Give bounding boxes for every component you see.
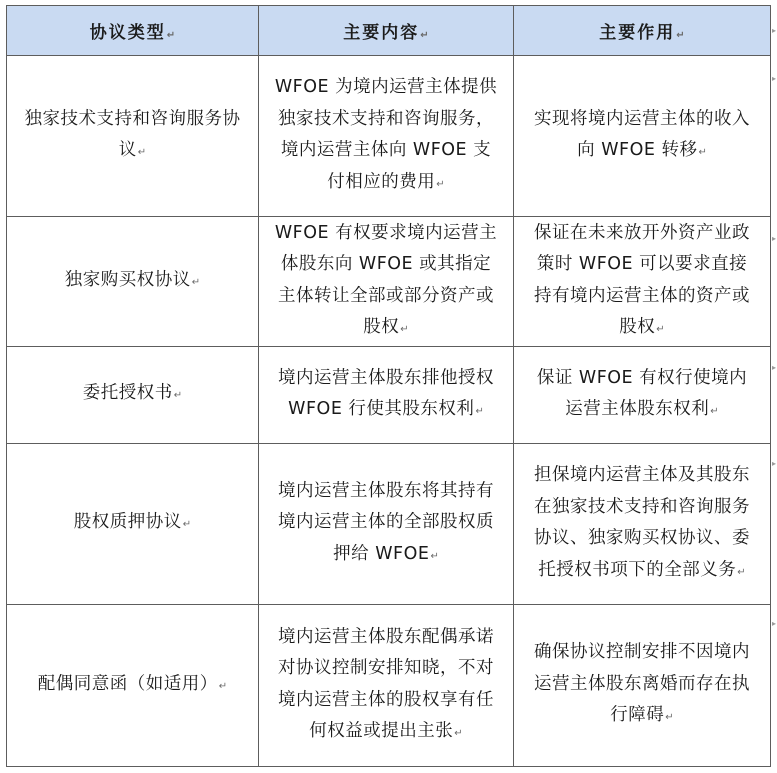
cell-text: 保证在未来放开外资产业政策时 WFOE 可以要求直接持有境内运营主体的资产或股权 — [534, 222, 750, 337]
cell-text: 独家技术支持和咨询服务协议 — [24, 108, 241, 160]
header-main-content — [259, 6, 514, 56]
header-main-purpose — [514, 6, 771, 56]
cell-main-purpose — [514, 444, 771, 605]
cell-text: 担保境内运营主体及其股东在独家技术支持和咨询服务协议、独家购买权协议、委托授权书项下的全部义务 — [534, 465, 750, 580]
cell-text: 实现将境内运营主体的收入向 WFOE 转移 — [534, 108, 750, 160]
row-end-marker: ▸ — [772, 26, 777, 35]
paragraph-mark: ↵ — [420, 30, 429, 41]
paragraph-mark: ↵ — [137, 147, 147, 158]
cell-agreement-type — [7, 347, 259, 444]
cell-main-purpose — [514, 605, 771, 767]
cell-main-content — [259, 217, 514, 347]
cell-text: 保证 WFOE 有权行使境内运营主体股东权利 — [536, 367, 748, 419]
cell-text: 确保协议控制安排不因境内运营主体股东离婚而存在执行障碍 — [534, 642, 750, 726]
table-row — [7, 444, 771, 605]
header-agreement-type — [7, 6, 259, 56]
agreement-table — [6, 5, 771, 767]
row-end-marker: ▸ — [772, 363, 777, 372]
paragraph-mark: ↵ — [665, 712, 674, 724]
cell-text: 独家购买权协议 — [64, 269, 191, 290]
cell-text: 股权质押协议 — [73, 512, 182, 533]
paragraph-mark: ↵ — [182, 519, 192, 531]
cell-text: 境内运营主体股东将其持有境内运营主体的全部股权质押给 WFOE — [278, 480, 494, 564]
table-row — [7, 56, 771, 217]
cell-agreement-type — [7, 56, 259, 217]
paragraph-mark: ↵ — [710, 406, 719, 417]
cell-text: 委托授权书 — [82, 383, 173, 404]
cell-text: 境内运营主体股东配偶承诺对协议控制安排知晓，不对境内运营主体的股权享有任何权益或提出主张 — [278, 626, 494, 741]
cell-main-purpose — [514, 56, 771, 217]
row-end-marker: ▸ — [772, 459, 777, 468]
cell-main-content — [259, 444, 514, 605]
cell-main-content — [259, 605, 514, 767]
paragraph-mark: ↵ — [400, 324, 409, 335]
table-row — [7, 347, 771, 444]
paragraph-mark: ↵ — [218, 680, 228, 692]
cell-text: 配偶同意函（如适用） — [37, 673, 218, 694]
paragraph-mark: ↵ — [698, 147, 707, 158]
paragraph-mark: ↵ — [430, 550, 439, 562]
paragraph-mark: ↵ — [454, 728, 463, 739]
header-label: 主要作用 — [599, 23, 676, 43]
paragraph-mark: ↵ — [173, 390, 183, 402]
paragraph-mark: ↵ — [166, 30, 176, 41]
cell-text: WFOE 为境内运营主体提供独家技术支持和咨询服务，境内运营主体向 WFOE 支付相应的费用 — [274, 77, 498, 192]
header-label: 主要内容 — [343, 23, 420, 43]
paragraph-mark: ↵ — [676, 30, 685, 41]
row-end-marker: ▸ — [772, 234, 777, 243]
table-row — [7, 605, 771, 767]
paragraph-mark: ↵ — [191, 276, 201, 288]
cell-agreement-type — [7, 217, 259, 347]
row-end-marker: ▸ — [772, 619, 777, 628]
cell-main-content — [259, 347, 514, 444]
row-end-marker: ▸ — [772, 74, 777, 83]
cell-main-purpose — [514, 347, 771, 444]
cell-agreement-type — [7, 444, 259, 605]
cell-agreement-type — [7, 605, 259, 767]
paragraph-mark: ↵ — [436, 178, 445, 190]
cell-main-content — [259, 56, 514, 217]
cell-text: 境内运营主体股东排他授权 WFOE 行使其股东权利 — [278, 367, 494, 419]
cell-text: WFOE 有权要求境内运营主体股东向 WFOE 或其指定主体转让全部或部分资产或股权 — [274, 222, 498, 337]
paragraph-mark: ↵ — [475, 406, 484, 417]
table-header-row — [7, 6, 771, 56]
cell-main-purpose — [514, 217, 771, 347]
paragraph-mark: ↵ — [737, 566, 746, 578]
paragraph-mark: ↵ — [656, 324, 665, 335]
table-row — [7, 217, 771, 347]
header-label: 协议类型 — [89, 23, 166, 43]
